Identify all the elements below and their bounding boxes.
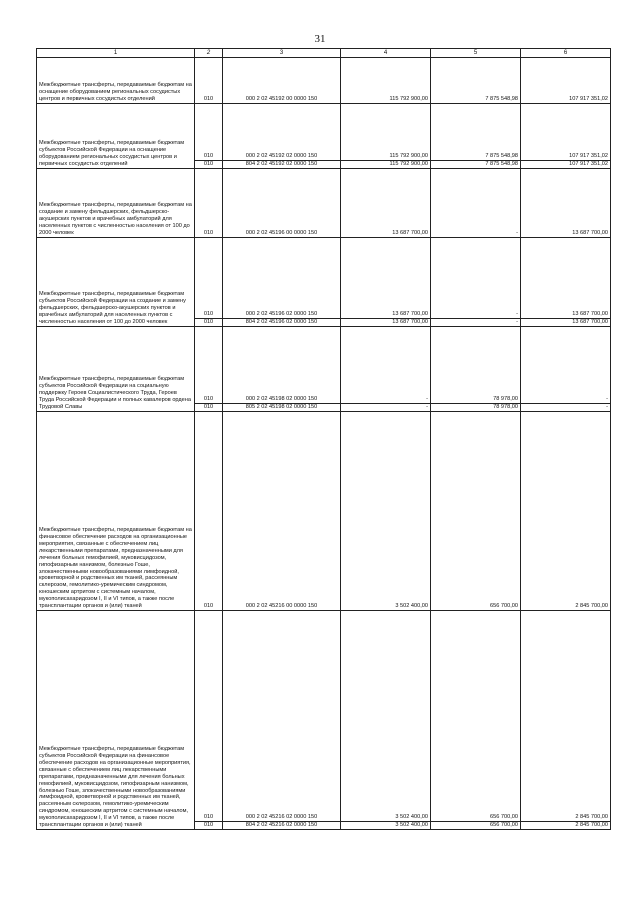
subrow-col4: - [341,404,431,412]
row-code: 010 [195,58,223,104]
col-header-6: 6 [521,49,611,58]
row-col5: - [431,169,521,238]
row-col5: 656 700,00 [431,412,521,611]
subrow-col6: 13 687 700,00 [521,319,611,327]
row-kbk: 000 2 02 45196 02 0000 150 [223,238,341,319]
row-col6: 107 917 351,02 [521,58,611,104]
row-name: Межбюджетные трансферты, передаваемые бюджетам на оснащение оборудованием региональных сосудистых центров и первичных сосудистых отделений [37,58,195,104]
row-code: 010 [195,611,223,822]
row-col4: 115 792 900,00 [341,104,431,161]
row-kbk: 000 2 02 45216 00 0000 150 [223,412,341,611]
table-row [37,327,611,404]
subrow-code: 010 [195,161,223,169]
subrow-kbk: 804 2 02 45196 02 0000 150 [223,319,341,327]
row-code: 010 [195,169,223,238]
table-row [37,412,611,611]
subrow-code: 010 [195,404,223,412]
row-kbk: 000 2 02 45192 02 0000 150 [223,104,341,161]
subrow-kbk: 804 2 02 45216 02 0000 150 [223,822,341,830]
col-header-3: 3 [223,49,341,58]
table-row [37,611,611,822]
row-kbk: 000 2 02 45192 00 0000 150 [223,58,341,104]
row-col4: 115 792 900,00 [341,58,431,104]
subrow-code: 010 [195,822,223,830]
table-row [37,238,611,319]
subrow-code: 010 [195,319,223,327]
row-name: Межбюджетные трансферты, передаваемые бюджетам субъектов Российской Федерации на создание и замену фельдшерских, фельдшерско-акушерских пунктов и врачебных амбулаторий для населенных пунктов с численностью населения от 100 до 2000 человек [37,238,195,327]
row-name: Межбюджетные трансферты, передаваемые бюджетам субъектов Российской Федерации на финансовое обеспечение расходов на организационные мероприятия, связанные с обеспечением лиц лекарственными препаратами, предназначенными для лечения больных гемофилией, муковисцидозом, гипофизарным нанизмом, болезнью Гоше, злокачественными новообразованиями лимфоидной, кроветворной и родственных им тканей, рассеянным склерозом, гемолитико-уремическим синдромом, юношеским артритом с системным началом, мукополисахаридозом I, II и VI типов, а также после трансплантации органов и (или) тканей [37,611,195,830]
row-col5: 7 875 548,98 [431,58,521,104]
row-code: 010 [195,238,223,319]
row-col6: 2 845 700,00 [521,611,611,822]
col-header-1: 1 [37,49,195,58]
subrow-col5: 78 978,00 [431,404,521,412]
subrow-col5: 7 875 548,98 [431,161,521,169]
row-col6: 107 917 351,02 [521,104,611,161]
row-col5: 7 875 548,98 [431,104,521,161]
subrow-col4: 13 687 700,00 [341,319,431,327]
table-row [37,169,611,238]
row-col4: 3 502 400,00 [341,412,431,611]
subrow-col4: 3 502 400,00 [341,822,431,830]
row-name: Межбюджетные трансферты, передаваемые бюджетам субъектов Российской Федерации на социальную поддержку Героев Социалистического Труда, Героев Труда Российской Федерации и полных кавалеров ордена Трудовой Славы [37,327,195,412]
row-code: 010 [195,104,223,161]
col-header-2: 2 [195,49,223,58]
subrow-kbk: 805 2 02 45198 02 0000 150 [223,404,341,412]
row-col6: - [521,327,611,404]
subrow-col5: 656 700,00 [431,822,521,830]
table-row [37,104,611,161]
header-row [37,49,611,58]
subrow-col5: - [431,319,521,327]
row-kbk: 000 2 02 45198 02 0000 150 [223,327,341,404]
row-name: Межбюджетные трансферты, передаваемые бюджетам субъектов Российской Федерации на оснащение оборудованием региональных сосудистых центров и первичных сосудистых отделений [37,104,195,169]
col-header-5: 5 [431,49,521,58]
row-col4: - [341,327,431,404]
row-col4: 13 687 700,00 [341,238,431,319]
subrow-col6: 107 917 351,02 [521,161,611,169]
row-code: 010 [195,327,223,404]
row-col5: 78 978,00 [431,327,521,404]
row-col5: - [431,238,521,319]
row-col4: 13 687 700,00 [341,169,431,238]
col-header-4: 4 [341,49,431,58]
row-kbk: 000 2 02 45216 02 0000 150 [223,611,341,822]
row-col6: 2 845 700,00 [521,412,611,611]
subrow-col4: 115 792 900,00 [341,161,431,169]
row-code: 010 [195,412,223,611]
table-row [37,58,611,104]
row-kbk: 000 2 02 45196 00 0000 150 [223,169,341,238]
page-number: 31 [314,33,326,45]
row-col6: 13 687 700,00 [521,169,611,238]
subrow-kbk: 804 2 02 45192 02 0000 150 [223,161,341,169]
row-col4: 3 502 400,00 [341,611,431,822]
budget-table [36,48,611,830]
row-name: Межбюджетные трансферты, передаваемые бюджетам на создание и замену фельдшерских, фельдшерско-акушерских пунктов и врачебных амбулаторий для населенных пунктов с численностью населения от 100 до 2000 человек [37,169,195,238]
row-col6: 13 687 700,00 [521,238,611,319]
row-name: Межбюджетные трансферты, передаваемые бюджетам на финансовое обеспечение расходов на организационные мероприятия, связанные с обеспечением лиц лекарственными препаратами, предназначенными для лечения больных гемофилией, муковисцидозом, гипофизарным нанизмом, болезнью Гоше, злокачественными новообразованиями лимфоидной, кроветворной и родственных им тканей, рассеянным склерозом, гемолитико-уремическим синдромом, юношеским артритом с системным началом, мукополисахаридозом I, II и VI типов, а также после трансплантации органов и (или) тканей [37,412,195,611]
row-col5: 656 700,00 [431,611,521,822]
subrow-col6: - [521,404,611,412]
subrow-col6: 2 845 700,00 [521,822,611,830]
